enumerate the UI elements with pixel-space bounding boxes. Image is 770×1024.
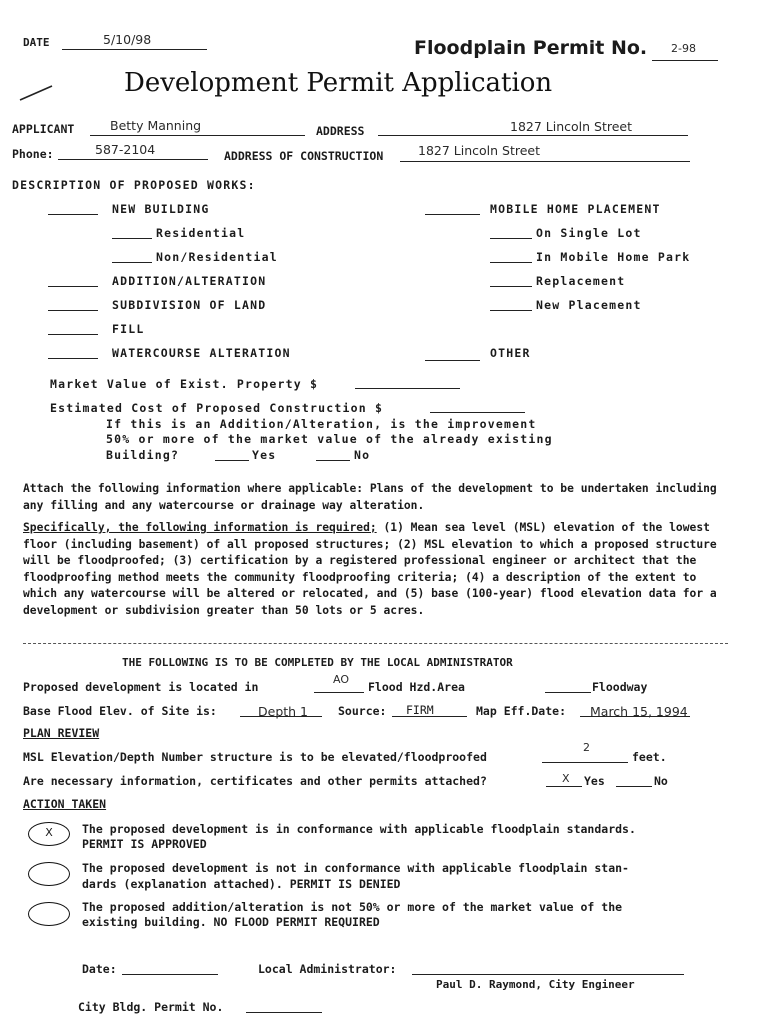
addition-checkbox[interactable] [48,276,98,287]
replacement-label: Replacement [536,274,626,288]
phone-label: Phone: [12,147,54,161]
mobile-home-label: MOBILE HOME PLACEMENT [490,202,661,216]
required-body: (1) Mean sea level (MSL) elevation of the lowest floor (including basement) of all proposed structures; (2) MSL elevation to which a proposed structure will be floodproofed; (3) certification by a registered professional engineer or architect that the floodproofing method meets the community floodproofing criteria; (4) a description of the extent to which any watercourse will be altered or relocated, and (5) base (100-year) flood elevation data for a development or subdivision greater than 50 lots or 5 acres. [23,521,717,617]
administrator-label: Local Administrator: [258,962,397,976]
source-value[interactable]: FIRM [406,703,434,717]
new-placement-checkbox[interactable] [490,300,532,311]
footer-date-label: Date: [82,962,117,976]
feet-label: feet. [632,750,667,764]
mobile-park-checkbox[interactable] [490,252,532,263]
required-lead: Specifically, the following information is required; [23,521,377,534]
residential-checkbox[interactable] [112,228,152,239]
zone-value[interactable]: AO [333,673,349,686]
estimated-cost-label: Estimated Cost of Proposed Construction $ [50,401,384,415]
flood-area-label: Flood Hzd.Area [368,680,465,694]
watercourse-checkbox[interactable] [48,348,98,359]
located-in-label: Proposed development is located in [23,680,259,694]
market-value-label: Market Value of Exist. Property $ [50,377,319,391]
attach-instructions: Attach the following information where applicable: Plans of the development to be undertaken including any filling and any watercourse or drainage way alteration. [23,482,717,512]
building-yes-checkbox[interactable] [215,450,249,461]
approved-text-2: PERMIT IS APPROVED [82,837,207,851]
watercourse-label: WATERCOURSE ALTERATION [112,346,291,360]
administrator-signature-field[interactable] [412,964,684,975]
improvement-line-2: 50% or more of the market value of the already existing [106,432,553,446]
building-no-checkbox[interactable] [316,450,350,461]
new-placement-label: New Placement [536,298,642,312]
applicant-value[interactable]: Betty Manning [110,118,202,133]
approved-radio[interactable] [28,822,70,846]
administrator-name: Paul D. Raymond, City Engineer [436,978,635,991]
works-heading: DESCRIPTION OF PROPOSED WORKS: [12,178,256,192]
single-lot-label: On Single Lot [536,226,642,240]
new-building-checkbox[interactable] [48,204,98,215]
other-label: OTHER [490,346,531,360]
action-taken-heading: ACTION TAKEN [23,797,107,811]
construction-label: ADDRESS OF CONSTRUCTION [224,149,384,163]
construction-value[interactable]: 1827 Lincoln Street [418,143,541,158]
other-checkbox[interactable] [425,350,480,361]
non-residential-checkbox[interactable] [112,252,152,263]
attached-yes-label: Yes [584,774,605,788]
mobile-home-checkbox[interactable] [425,204,480,215]
permit-label: Floodplain Permit No. [414,37,648,59]
building-yes-label: Yes [252,448,277,462]
permit-no-value[interactable]: 2-98 [671,42,696,55]
applicant-label: APPLICANT [12,122,75,136]
denied-radio[interactable] [28,862,70,886]
estimated-cost-field[interactable] [430,402,525,413]
denied-text-1: The proposed development is not in conformance with applicable floodplain stan- [82,861,629,875]
attached-question: Are necessary information, certificates and other permits attached? [23,774,487,788]
admin-heading: THE FOLLOWING IS TO BE COMPLETED BY THE LOCAL ADMINISTRATOR [122,656,513,669]
subdivision-checkbox[interactable] [48,300,98,311]
base-flood-value[interactable]: Depth 1 [258,704,308,719]
floodway-field[interactable] [545,682,591,693]
phone-value[interactable]: 587-2104 [95,142,156,157]
fill-label: FILL [112,322,145,336]
address-value[interactable]: 1827 Lincoln Street [510,119,633,134]
attached-no-field[interactable] [616,776,652,787]
address-label: ADDRESS [316,124,365,138]
base-flood-label: Base Flood Elev. of Site is: [23,704,217,718]
denied-text-2: dards (explanation attached). PERMIT IS DENIED [82,877,401,891]
plan-review-heading: PLAN REVIEW [23,726,100,740]
non-residential-label: Non/Residential [156,250,278,264]
mobile-park-label: In Mobile Home Park [536,250,691,264]
replacement-checkbox[interactable] [490,276,532,287]
not-required-text-1: The proposed addition/alteration is not 50% or more of the market value of the [82,900,623,914]
market-value-field[interactable] [355,378,460,389]
pen-stroke-mark [18,80,58,104]
msl-label: MSL Elevation/Depth Number structure is to be elevated/floodproofed [23,750,487,764]
floodway-label: Floodway [592,680,648,694]
bldg-permit-field[interactable] [246,1002,322,1013]
section-divider [23,643,728,644]
page-title: Development Permit Application [124,68,553,98]
residential-label: Residential [156,226,246,240]
msl-value[interactable]: 2 [583,741,590,754]
improvement-line-1: If this is an Addition/Alteration, is the improvement [106,417,537,431]
subdivision-label: SUBDIVISION OF LAND [112,298,267,312]
building-question: Building? [106,448,180,462]
map-date-label: Map Eff.Date: [476,704,567,718]
building-no-label: No [354,448,371,462]
bldg-permit-label: City Bldg. Permit No. [78,1000,224,1014]
date-label: DATE [23,36,50,49]
attached-no-label: No [654,774,668,788]
not-required-text-2: existing building. NO FLOOD PERMIT REQUIRED [82,915,380,929]
new-building-label: NEW BUILDING [112,202,210,216]
required-instructions [23,520,723,619]
addition-label: ADDITION/ALTERATION [112,274,267,288]
date-value[interactable]: 5/10/98 [103,32,152,47]
not-required-radio[interactable] [28,902,70,926]
single-lot-checkbox[interactable] [490,228,532,239]
fill-checkbox[interactable] [48,324,98,335]
footer-date-field[interactable] [122,964,218,975]
attached-yes-mark[interactable]: X [562,772,570,785]
source-label: Source: [338,704,387,718]
approved-mark: X [45,826,53,839]
map-date-value[interactable]: March 15, 1994 [590,704,688,719]
approved-text-1: The proposed development is in conformance with applicable floodplain standards. [82,822,636,836]
